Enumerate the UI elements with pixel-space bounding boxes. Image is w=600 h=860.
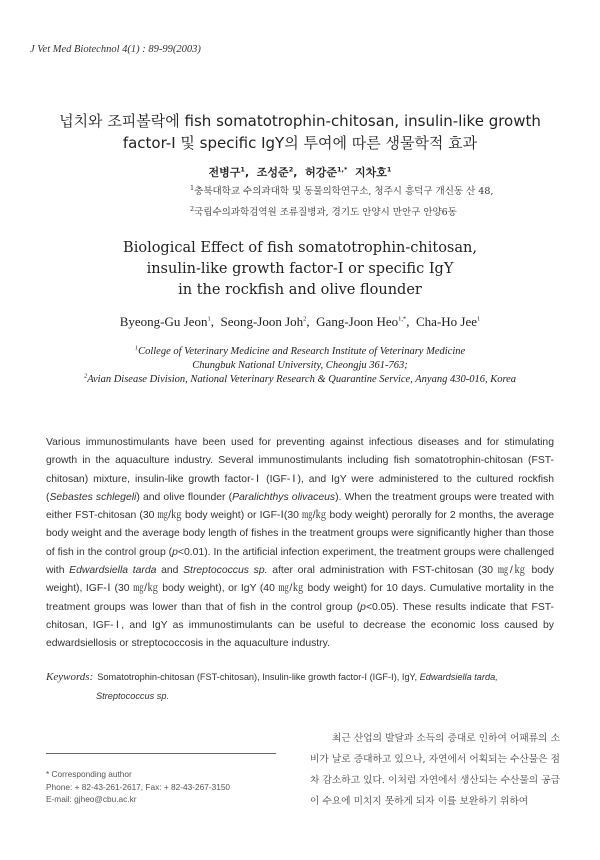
korean-title-line1: 넙치와 조피볼락에 fish somatotrophin-chitosan, insulin-like growth — [59, 112, 541, 130]
body-text-korean — [310, 728, 560, 812]
korean-authors: 전병구$^1$, 조성준$^2$, 허강준$^{1,*}$ 지차호$^1$ — [208, 165, 392, 179]
species-rockfish: Sebastes schlegeli — [49, 491, 137, 503]
english-author: Seong-Joon Joh$^2$ — [220, 314, 307, 329]
english-affiliation-1-city: Chungbuk National University, Cheongju 361-763; — [192, 360, 408, 371]
keywords — [46, 668, 561, 706]
english-affiliation-2: $^2$Avian Disease Division, National Veterinary Research & Quarantine Service, Anyang 430-016, Korea — [83, 372, 517, 385]
korean-author: 전병구$^1$ — [208, 165, 245, 179]
korean-author: 허강준$^{1,*}$ — [305, 165, 348, 179]
journal-citation: J Vet Med Biotechnol 4(1) : 89-99(2003) — [30, 44, 201, 55]
english-author: Gang-Joon Heo$^{1,*}$ — [316, 314, 407, 329]
english-title-line1: Biological Effect of fish somatotrophin-chitosan, — [123, 240, 477, 256]
keywords-list: Somatotrophin-chitosan (FST-chitosan), Insulin-like growth factor-Ⅰ (IGF-Ⅰ), IgY, — [97, 672, 420, 682]
species-flounder: Paralichthys olivaceus — [232, 491, 336, 503]
korean-title — [20, 110, 580, 154]
footnote-corresponding: * Corresponding author — [46, 769, 132, 779]
korean-affiliation-2: $^2$국립수의과학검역원 조류질병과, 경기도 안양시 만안구 안양6동 — [190, 204, 457, 218]
english-affiliations — [30, 345, 570, 387]
english-title-line3: in the rockfish and olive flounder — [178, 282, 422, 298]
bacteria-edwardsiella: Edwardsiella tarda — [69, 565, 157, 577]
footnote-email: E-mail: gjheo@cbu.ac.kr — [46, 794, 137, 804]
korean-author: 지차호$^1$ — [355, 165, 392, 179]
korean-author: 조성준$^2$ — [256, 165, 294, 179]
body-paragraph: 최근 산업의 발달과 소득의 증대로 인하여 어패류의 소비가 날로 증대하고 있으나, 자연에서 어획되는 수산물은 점차 감소하고 있다. 이처럼 자연에서 생산되는 수산물의 공급이 수요에 미치지 못하게 되자 이를 보완하기 위하여 — [310, 733, 560, 807]
english-affiliation-1: $^1$College of Veterinary Medicine and Research Institute of Veterinary Medicine — [134, 344, 466, 357]
english-title — [20, 238, 580, 301]
corresponding-footnote — [46, 753, 276, 806]
english-author: Byeong-Gu Jeon$^1$ — [119, 314, 211, 329]
english-title-line2: insulin-like growth factor-Ⅰ or specific IgY — [146, 261, 454, 277]
footnote-phone: Phone: + 82-43-261-2617, Fax: + 82-43-267-3150 — [46, 781, 231, 792]
bacteria-streptococcus: Streptococcus sp. — [183, 565, 268, 577]
keyword-streptococcus: Streptococcus sp. — [96, 691, 170, 701]
korean-affiliation-1: $^1$충북대학교 수의과대학 및 동물의학연구소, 청주시 흥덕구 개신동 산 48, — [190, 183, 494, 197]
abstract: Various immunostimulants have been used for preventing against infectious diseases and for stimulating growth in the aquaculture industry. Several immunostimulants including fish somatotrophin-chitosan (FST-chitosan) mixture, insulin-like growth factor-Ⅰ (IGF-Ⅰ), and IgY were administered to the cultured rockfish (Sebastes schlegeli) and olive flounder (Paralichthys olivaceus). When the treatment groups were treated with either FST-chitosan (30 ㎎/㎏ body weight) or IGF-Ⅰ(30 ㎎/㎏ body weight) perorally for 2 months, the average body weight and the average body length of fishes in the treatment groups were significantly higher than those of fish in the control group (p<0.01). In the artificial infection experiment, the treatment groups were challenged with Edwardsiella tarda and Streptococcus sp. after oral administration with FST-chitosan (30 ㎎/㎏ body weight), IGF-Ⅰ (30 ㎎/㎏ body weight), or IgY (40 ㎎/㎏ body weight) for 10 days. Cumulative mortality in the treatment groups was lower than that of fish in the control group (p<0.05). These results indicate that FST-chitosan, IGF-Ⅰ, and IgY as immunostimulants can be useful to decrease the economic loss caused by edwardsiellosis or streptococcosis in the aquaculture industry. — [46, 437, 555, 650]
english-author: Cha-Ho Jee$^1$ — [416, 314, 481, 329]
korean-title-line2: factor-Ⅰ 및 specific IgY의 투여에 따른 생물학적 효과 — [122, 134, 478, 152]
keyword-edwardsiella: Edwardsiella tarda, — [419, 672, 498, 682]
keywords-label: Keywords: — [46, 671, 94, 683]
english-authors: Byeong-Gu Jeon$^1$, Seong-Joon Joh$^2$, Gang-Joon Heo$^{1,*}$, Cha-Ho Jee$^1$ — [119, 314, 481, 329]
